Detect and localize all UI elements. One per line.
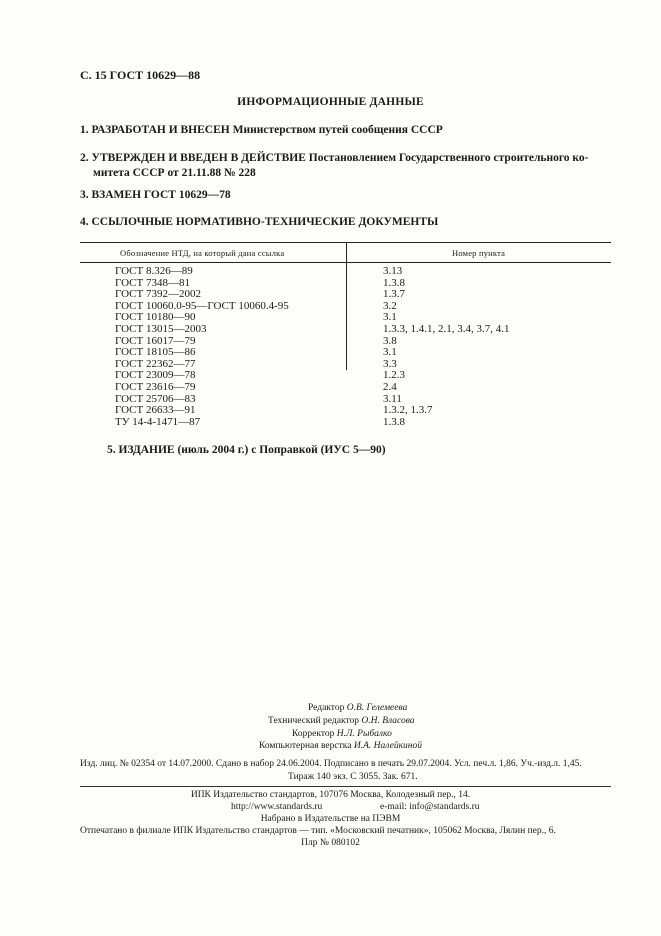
printer-note: Отпечатано в филиале ИПК Издательство стандартов — тип. «Московский печатник», 105062 Москва, Лялин пер., 6. (80, 826, 556, 836)
table-body (80, 265, 611, 427)
item-number: 5. (107, 444, 116, 456)
table-cell-clause: 3.1 (383, 346, 397, 359)
table-cell-clause: 3.3 (383, 357, 397, 370)
table-row (80, 381, 611, 393)
table-cell-document: ГОСТ 25706—83 (115, 392, 196, 405)
table-cell-document: ГОСТ 7392—2002 (115, 288, 201, 301)
table-row (80, 288, 611, 300)
publisher-address: ИПК Издательство стандартов, 107076 Москва, Колодезный пер., 14. (190, 790, 471, 800)
item-number: 3. (80, 189, 89, 201)
table-cell-document: ГОСТ 10060.0-95—ГОСТ 10060.4-95 (115, 299, 289, 312)
table-cell-document: ГОСТ 23009—78 (115, 369, 196, 382)
table-cell-clause: 1.3.8 (383, 276, 405, 289)
credit-label: Технический редактор (268, 716, 359, 726)
credit-editor (308, 703, 407, 713)
table-cell-document: ГОСТ 23616—79 (115, 380, 196, 393)
table-cell-document: ГОСТ 18105—86 (115, 346, 196, 359)
table-cell-document: ГОСТ 10180—90 (115, 311, 196, 324)
table-row (80, 335, 611, 347)
credit-proofreader (292, 729, 392, 739)
table-cell-clause: 3.8 (383, 334, 397, 347)
credit-name: О.Н. Власова (361, 716, 415, 726)
table-row (80, 358, 611, 370)
item-text: Постановлением Государственного строительного ко- (308, 152, 589, 164)
item-number: 2. (80, 152, 89, 164)
imprint-line-1: Изд. лиц. № 02354 от 14.07.2000. Сдано в набор 24.06.2004. Подписано в печать 29.07.2004. Усл. печ.л. 1,86. Уч.-изд.л. 1,45. (80, 759, 582, 769)
item-text-continued: митета СССР от 21.11.88 № 228 (93, 167, 256, 179)
list-item-1 (80, 124, 443, 136)
list-item-3 (80, 189, 231, 201)
credit-label: Редактор (308, 703, 345, 713)
list-item-2 (80, 151, 620, 181)
table-cell-document: ГОСТ 8.326—89 (115, 265, 193, 277)
table-cell-document: ТУ 14-4-1471—87 (115, 415, 201, 428)
item-caps: УТВЕРЖДЕН И ВВЕДЕН В ДЕЙСТВИЕ (91, 152, 306, 164)
item-caps: ИЗДАНИЕ (118, 444, 175, 456)
table-row (80, 323, 611, 335)
table-row (80, 346, 611, 358)
table-cell-clause: 3.1 (383, 311, 397, 324)
credit-name: Н.Л. Рыбалко (336, 729, 392, 739)
table-row (80, 416, 611, 428)
item-text: Министерством путей сообщения СССР (232, 124, 443, 136)
typeset-note: Набрано в Издательстве на ПЭВМ (260, 814, 401, 824)
item-text: (июль 2004 г.) с Поправкой (ИУС 5—90) (177, 444, 386, 456)
table-row (80, 393, 611, 405)
table-cell-clause: 1.3.2, 1.3.7 (383, 404, 433, 417)
credit-name: О.В. Гелемеева (346, 703, 408, 713)
table-row (80, 369, 611, 381)
table-col2-header: Номер пункта (452, 248, 506, 258)
credit-layout (259, 741, 422, 751)
table-cell-document: ГОСТ 26633—91 (115, 404, 196, 417)
credit-name: И.А. Налейкиной (353, 741, 422, 751)
table-cell-clause: 1.3.8 (383, 415, 405, 428)
table-cell-document: ГОСТ 7348—81 (115, 276, 190, 289)
table-row (80, 404, 611, 416)
edition-item (107, 444, 386, 456)
footer-rule (80, 786, 611, 787)
section-title: ИНФОРМАЦИОННЫЕ ДАННЫЕ (237, 96, 424, 108)
table-cell-clause: 1.3.3, 1.4.1, 2.1, 3.4, 3.7, 4.1 (383, 322, 510, 335)
item-caps: ССЫЛОЧНЫЕ НОРМАТИВНО-ТЕХНИЧЕСКИЕ ДОКУМЕНТЫ (91, 216, 439, 228)
publisher-email: e-mail: info@standards.ru (380, 802, 480, 812)
imprint-line-2: Тираж 140 экз. С 3055. Зак. 671. (288, 772, 418, 782)
item-caps: ВЗАМЕН ГОСТ 10629—78 (91, 189, 231, 201)
table-row (80, 311, 611, 323)
table-cell-document: ГОСТ 22362—77 (115, 357, 196, 370)
table-row (80, 265, 611, 277)
license-number: Плр № 080102 (301, 838, 360, 848)
table-row (80, 277, 611, 289)
table-cell-document: ГОСТ 13015—2003 (115, 322, 207, 335)
table-row (80, 300, 611, 312)
list-item-4 (80, 216, 438, 228)
credit-label: Корректор (292, 729, 335, 739)
item-caps: РАЗРАБОТАН И ВНЕСЕН (91, 124, 230, 136)
table-cell-clause: 3.13 (383, 265, 403, 277)
item-number: 4. (80, 216, 89, 228)
table-col1-header: Обозначение НТД, на который дана ссылка (120, 248, 285, 258)
item-number: 1. (80, 124, 89, 136)
table-cell-clause: 1.3.7 (383, 288, 405, 301)
table-cell-clause: 3.2 (383, 299, 397, 312)
table-cell-clause: 2.4 (383, 380, 397, 393)
table-cell-clause: 3.11 (383, 392, 402, 405)
credit-label: Компьютерная верстка (259, 741, 352, 751)
table-cell-clause: 1.2.3 (383, 369, 405, 382)
table-cell-document: ГОСТ 16017—79 (115, 334, 196, 347)
page-header: С. 15 ГОСТ 10629—88 (80, 68, 201, 82)
credit-tech-editor (268, 716, 415, 726)
publisher-url: http://www.standards.ru (231, 802, 323, 812)
